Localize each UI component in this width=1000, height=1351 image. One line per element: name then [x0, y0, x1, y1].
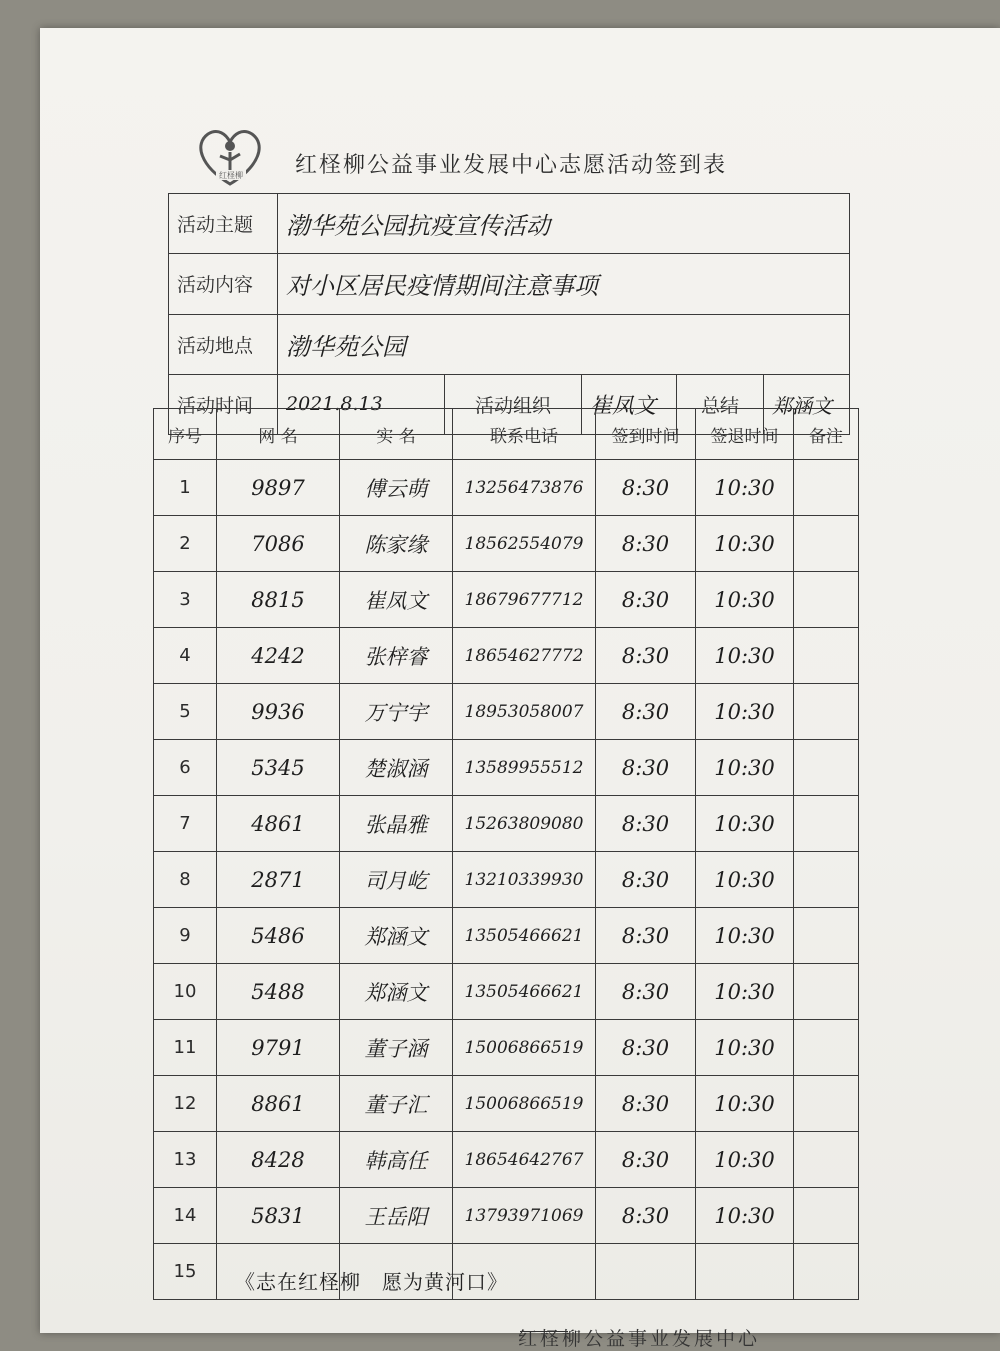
table-row — [154, 1132, 859, 1188]
row-number-cell: 12 — [154, 1076, 217, 1132]
net-name-cell: 5486 — [217, 908, 340, 964]
table-row — [154, 1076, 859, 1132]
check-out-time-cell: 10:30 — [696, 460, 794, 516]
net-name-cell: 5831 — [217, 1188, 340, 1244]
row-number-cell: 13 — [154, 1132, 217, 1188]
remarks-cell — [794, 1020, 859, 1076]
volunteer-table — [153, 408, 859, 1300]
check-out-time-cell: 10:30 — [696, 572, 794, 628]
real-name-cell: 郑涵文 — [340, 908, 453, 964]
slogan: 《志在红柽柳 愿为黄河口》 — [235, 1270, 508, 1294]
form-title: 红柽柳公益事业发展中心志愿活动签到表 — [295, 153, 728, 178]
content-label: 活动内容 — [169, 254, 278, 314]
check-out-time-cell: 10:30 — [696, 740, 794, 796]
phone-number-cell: 13210339930 — [453, 852, 596, 908]
check-in-time-cell: 8:30 — [596, 796, 696, 852]
logo-text: 红柽柳 — [219, 171, 243, 180]
row-number-cell: 7 — [154, 796, 217, 852]
remarks-cell — [794, 516, 859, 572]
check-in-time-cell: 8:30 — [596, 1076, 696, 1132]
organizer-label: 活动组织 — [445, 374, 582, 434]
real-name-cell: 万宁宇 — [340, 684, 453, 740]
net-name-cell: 8428 — [217, 1132, 340, 1188]
check-out-time-cell: 10:30 — [696, 1132, 794, 1188]
real-name-cell: 陈家缘 — [340, 516, 453, 572]
phone-number-cell: 15263809080 — [453, 796, 596, 852]
remarks-cell — [794, 460, 859, 516]
table-row — [154, 572, 859, 628]
row-number-cell: 2 — [154, 516, 217, 572]
remarks-cell — [794, 740, 859, 796]
check-out-time-cell: 10:30 — [696, 908, 794, 964]
table-row — [154, 908, 859, 964]
net-name-cell: 7086 — [217, 516, 340, 572]
summary-value: 郑涵文 — [764, 374, 850, 434]
phone-number-cell: 18953058007 — [453, 684, 596, 740]
time-label: 活动时间 — [169, 374, 278, 434]
real-name-cell: 楚淑涵 — [340, 740, 453, 796]
remarks-cell — [794, 572, 859, 628]
check-in-time-cell: 8:30 — [596, 964, 696, 1020]
check-in-time-cell: 8:30 — [596, 628, 696, 684]
remarks-cell — [794, 1188, 859, 1244]
remarks-cell — [794, 1076, 859, 1132]
table-row — [154, 628, 859, 684]
check-out-time-cell: 10:30 — [696, 964, 794, 1020]
theme-label: 活动主题 — [169, 194, 278, 254]
check-in-time-cell: 8:30 — [596, 684, 696, 740]
check-out-time-cell: 10:30 — [696, 516, 794, 572]
check-in-time-cell: 8:30 — [596, 852, 696, 908]
table-row — [154, 740, 859, 796]
net-name-cell: 9897 — [217, 460, 340, 516]
check-in-time-cell: 8:30 — [596, 572, 696, 628]
check-in-time-cell: 8:30 — [596, 1188, 696, 1244]
row-number-cell: 6 — [154, 740, 217, 796]
check-in-time-cell: 8:30 — [596, 1132, 696, 1188]
row-number-cell: 5 — [154, 684, 217, 740]
table-row — [154, 460, 859, 516]
phone-number-cell: 18654627772 — [453, 628, 596, 684]
content-value: 对小区居民疫情期间注意事项 — [278, 254, 850, 314]
table-row — [154, 796, 859, 852]
column-header: 实 名 — [340, 409, 453, 460]
table-row — [154, 516, 859, 572]
remarks-cell — [794, 964, 859, 1020]
remarks-cell — [794, 1244, 859, 1300]
net-name-cell: 5345 — [217, 740, 340, 796]
check-out-time-cell: 10:30 — [696, 628, 794, 684]
theme-value: 渤华苑公园抗疫宣传活动 — [278, 194, 850, 254]
table-row — [154, 684, 859, 740]
column-header: 签到时间 — [596, 409, 696, 460]
row-number-cell: 3 — [154, 572, 217, 628]
real-name-cell: 司月屹 — [340, 852, 453, 908]
phone-number-cell: 18654642767 — [453, 1132, 596, 1188]
net-name-cell: 9936 — [217, 684, 340, 740]
check-in-time-cell: 8:30 — [596, 908, 696, 964]
phone-number-cell: 13256473876 — [453, 460, 596, 516]
net-name-cell: 8861 — [217, 1076, 340, 1132]
check-in-time-cell: 8:30 — [596, 516, 696, 572]
phone-number-cell: 13589955512 — [453, 740, 596, 796]
table-body — [154, 460, 859, 1300]
check-out-time-cell: 10:30 — [696, 1076, 794, 1132]
row-number-cell: 9 — [154, 908, 217, 964]
remarks-cell — [794, 1132, 859, 1188]
real-name-cell: 董子汇 — [340, 1076, 453, 1132]
check-out-time-cell: 10:30 — [696, 852, 794, 908]
real-name-cell: 崔凤文 — [340, 572, 453, 628]
row-number-cell: 15 — [154, 1244, 217, 1300]
footer-organization: 红柽柳公益事业发展中心 — [518, 1328, 761, 1350]
summary-label: 总结 — [677, 374, 764, 434]
check-in-time-cell: 8:30 — [596, 460, 696, 516]
phone-number-cell: 13793971069 — [453, 1188, 596, 1244]
phone-number-cell: 15006866519 — [453, 1020, 596, 1076]
table-row — [154, 852, 859, 908]
remarks-cell — [794, 852, 859, 908]
column-header: 签退时间 — [696, 409, 794, 460]
activity-info-table — [168, 193, 850, 435]
remarks-cell — [794, 684, 859, 740]
net-name-cell: 5488 — [217, 964, 340, 1020]
organization-logo — [190, 126, 270, 188]
check-out-time-cell: 10:30 — [696, 684, 794, 740]
real-name-cell: 傅云萌 — [340, 460, 453, 516]
table-row — [154, 964, 859, 1020]
remarks-cell — [794, 628, 859, 684]
real-name-cell: 张梓睿 — [340, 628, 453, 684]
column-header: 网 名 — [217, 409, 340, 460]
organizer-value: 崔凤文 — [582, 374, 677, 434]
row-number-cell: 14 — [154, 1188, 217, 1244]
phone-number-cell: 18562554079 — [453, 516, 596, 572]
check-in-time-cell: 8:30 — [596, 1020, 696, 1076]
remarks-cell — [794, 796, 859, 852]
row-number-cell: 1 — [154, 460, 217, 516]
real-name-cell: 郑涵文 — [340, 964, 453, 1020]
phone-number-cell: 18679677712 — [453, 572, 596, 628]
table-row — [154, 1020, 859, 1076]
net-name-cell: 4242 — [217, 628, 340, 684]
column-header: 联系电话 — [453, 409, 596, 460]
real-name-cell: 张晶雅 — [340, 796, 453, 852]
phone-number-cell: 13505466621 — [453, 908, 596, 964]
real-name-cell: 王岳阳 — [340, 1188, 453, 1244]
row-number-cell: 10 — [154, 964, 217, 1020]
row-number-cell: 8 — [154, 852, 217, 908]
check-out-time-cell — [696, 1244, 794, 1300]
time-value: 2021.8.13 — [278, 374, 445, 434]
phone-number-cell: 13505466621 — [453, 964, 596, 1020]
net-name-cell: 9791 — [217, 1020, 340, 1076]
check-in-time-cell — [596, 1244, 696, 1300]
row-number-cell: 11 — [154, 1020, 217, 1076]
real-name-cell: 董子涵 — [340, 1020, 453, 1076]
sign-in-sheet — [40, 28, 1000, 1350]
check-out-time-cell: 10:30 — [696, 796, 794, 852]
table-row — [154, 1188, 859, 1244]
phone-number-cell: 15006866519 — [453, 1076, 596, 1132]
check-out-time-cell: 10:30 — [696, 1020, 794, 1076]
real-name-cell: 韩高任 — [340, 1132, 453, 1188]
table-header-row — [154, 409, 859, 460]
location-label: 活动地点 — [169, 314, 278, 374]
net-name-cell: 8815 — [217, 572, 340, 628]
net-name-cell: 2871 — [217, 852, 340, 908]
column-header: 备注 — [794, 409, 859, 460]
remarks-cell — [794, 908, 859, 964]
net-name-cell: 4861 — [217, 796, 340, 852]
location-value: 渤华苑公园 — [278, 314, 850, 374]
check-in-time-cell: 8:30 — [596, 740, 696, 796]
column-header: 序号 — [154, 409, 217, 460]
row-number-cell: 4 — [154, 628, 217, 684]
check-out-time-cell: 10:30 — [696, 1188, 794, 1244]
